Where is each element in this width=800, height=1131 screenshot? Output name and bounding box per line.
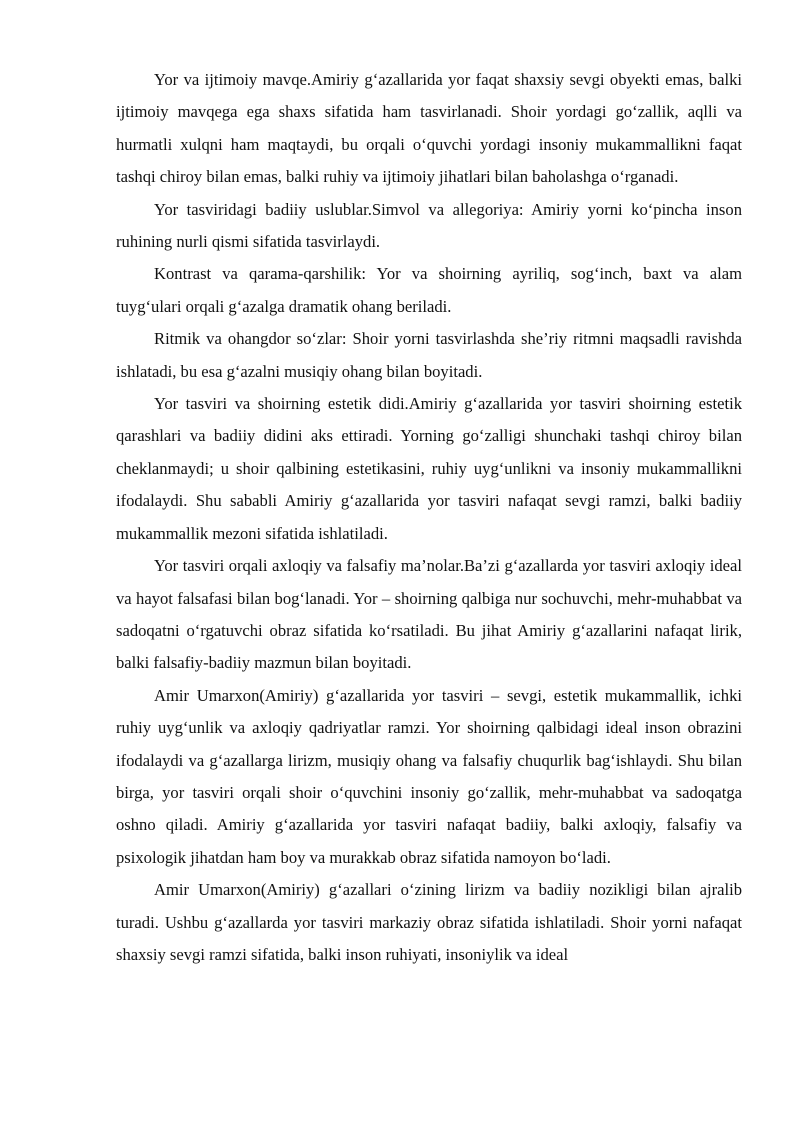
- paragraph-amir-umarxon-lirizm: Amir Umarxon(Amiriy) g‘azallari o‘zining lirizm va badiiy nozikligi bilan ajralib turadi. Ushbu g‘azallarda yor tasviri markaziy obraz sifatida ishlatiladi. Shoir yorni nafaqat shaxsiy sevgi ramzi sifatida, balki inson ruhiyati, insoniylik va ideal: [116, 880, 742, 964]
- paragraph-badiiy-uslublar: Yor tasviridagi badiiy uslublar.Simvol va allegoriya: Amiriy yorni ko‘pincha inson ruhining nurli qismi sifatida tasvirlaydi.: [116, 199, 742, 252]
- paragraph-amir-umarxon-summary: Amir Umarxon(Amiriy) g‘azallarida yor tasviri – sevgi, estetik mukammallik, ichki ruhiy uyg‘unlik va axloqiy qadriyatlar ramzi. Yor shoirning qalbidagi ideal inson obrazini ifodalaydi va g‘azallarga lirizm, musiqiy ohang va falsafiy chuqurlik bag‘ishlaydi. Shu bilan birga, yor tasviri orqali shoir o‘quvchini insoniy go‘zallik, mehr-muhabbat va sadoqatga oshno qiladi. Amiriy g‘azallarida yor tasviri nafaqat badiiy, balki axloqiy, falsafiy va psixologik jihatdan ham boy va murakkab obraz sifatida namoyon bo‘ladi.: [116, 685, 742, 867]
- paragraph-estetik-did: Yor tasviri va shoirning estetik didi.Amiriy g‘azallarida yor tasviri shoirning estetik qarashlari va badiiy didini aks ettiradi. Yorning go‘zalligi shunchaki tashqi chiroy bilan cheklanmaydi; u shoir qalbining estetikasini, ruhiy uyg‘unlikni va insoniy mukammallikni ifodalaydi. Shu sababli Amiriy g‘azallarida yor tasviri nafaqat sevgi ramzi, balki badiiy mukammallik mezoni sifatida ishlatiladi.: [116, 394, 742, 543]
- paragraph-yor-va-ijtimoiy-mavqe: Yor va ijtimoiy mavqe.Amiriy g‘azallarida yor faqat shaxsiy sevgi obyekti emas, balki ijtimoiy mavqega ega shaxs sifatida ham tasvirlanadi. Shoir yordagi go‘zallik, aqlli va hurmatli xulqni ham maqtaydi, bu orqali o‘quvchi yordagi insoniy mukammallikni faqat tashqi chiroy bilan emas, balki ruhiy va ijtimoiy jihatlari bilan baholashga o‘rganadi.: [116, 70, 742, 187]
- paragraph-axloqiy-falsafiy: Yor tasviri orqali axloqiy va falsafiy ma’nolar.Ba’zi g‘azallarda yor tasviri axloqiy ideal va hayot falsafasi bilan bog‘lanadi. Yor – shoirning qalbiga nur sochuvchi, mehr-muhabbat va sadoqatni o‘rgatuvchi obraz sifatida ko‘rsatiladi. Bu jihat Amiriy g‘azallarini nafaqat lirik, balki falsafiy-badiiy mazmun bilan boyitadi.: [116, 556, 742, 673]
- paragraph-kontrast: Kontrast va qarama-qarshilik: Yor va shoirning ayriliq, sog‘inch, baxt va alam tuyg‘ulari orqali g‘azalga dramatik ohang beriladi.: [116, 264, 742, 316]
- paragraph-ritmik-sozlar: Ritmik va ohangdor so‘zlar: Shoir yorni tasvirlashda she’riy ritmni maqsadli ravishda ishlatadi, bu esa g‘azalni musiqiy ohang bilan boyitadi.: [116, 329, 742, 381]
- document-body: [116, 64, 742, 971]
